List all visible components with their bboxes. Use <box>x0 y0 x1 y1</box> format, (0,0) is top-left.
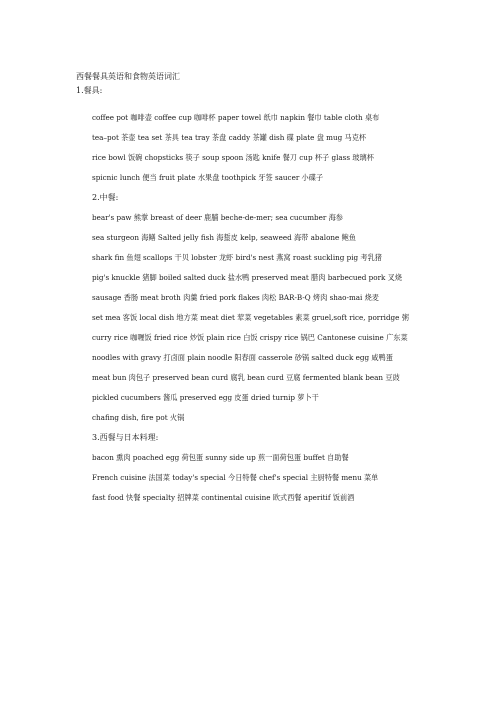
vocab-line: sea sturgeon 海鳝 Salted jelly fish 海蜇皮 kelp, seaweed 海带 abalone 鲍鱼 <box>92 233 356 242</box>
vocab-line: tea–pot 茶壶 tea set 茶具 tea tray 茶盘 caddy 茶罐 dish 碟 plate 盘 mug 马克杯 <box>92 133 367 142</box>
vocab-line: sausage 香肠 meat broth 肉羹 fried pork flakes 肉松 BAR-B-Q 烤肉 shao-mai 烧麦 <box>92 293 379 302</box>
vocab-line: chafing dish, fire pot 火锅 <box>92 413 185 422</box>
document-title: 西餐餐具英语和食物英语词汇 <box>76 72 180 81</box>
vocab-line: pig's knuckle 猪脚 boiled salted duck 盐水鸭 preserved meat 腊肉 barbecued pork 叉烧 <box>92 273 403 282</box>
vocab-line: bear's paw 熊掌 breast of deer 鹿脯 beche-de-mer; sea cucumber 海参 <box>92 213 343 222</box>
section-heading-chinese-food: 2.中餐: <box>92 193 119 202</box>
vocab-line: set mea 客饭 local dish 地方菜 meat diet 荤菜 vegetables 素菜 gruel,soft rice, porridge 粥 <box>92 313 409 322</box>
vocab-line: spicnic lunch 便当 fruit plate 水果盘 toothpick 牙签 saucer 小碟子 <box>92 173 324 182</box>
vocab-line: pickled cucumbers 酱瓜 preserved egg 皮蛋 dried turnip 萝卜干 <box>92 393 319 402</box>
vocab-line: fast food 快餐 specialty 招牌菜 continental cuisine 欧式西餐 aperitif 饭前酒 <box>92 493 355 502</box>
section-heading-tableware: 1.餐具: <box>76 86 103 95</box>
vocab-line: shark fin 鱼翅 scallops 干贝 lobster 龙虾 bird's nest 燕窝 roast suckling pig 考乳猪 <box>92 253 382 262</box>
vocab-line: curry rice 咖喱饭 fried rice 炒饭 plain rice 白饭 crispy rice 锅巴 Cantonese cuisine 广东菜 <box>92 333 408 342</box>
section-heading-western-japanese: 3.西餐与日本料理: <box>92 433 159 442</box>
vocab-line: meat bun 肉包子 preserved bean curd 腐乳 bean curd 豆腐 fermented blank bean 豆豉 <box>92 373 400 382</box>
vocab-line: bacon 熏肉 poached egg 荷包蛋 sunny side up 煎一面荷包蛋 buffet 自助餐 <box>92 453 349 462</box>
vocab-line: coffee pot 咖啡壶 coffee cup 咖啡杯 paper towel 纸巾 napkin 餐巾 table cloth 桌布 <box>92 113 380 122</box>
vocab-line: rice bowl 饭碗 chopsticks 筷子 soup spoon 汤匙 knife 餐刀 cup 杯子 glass 玻璃杯 <box>92 153 374 162</box>
vocab-line: French cuisine 法国菜 today's special 今日特餐 chef's special 主厨特餐 menu 菜单 <box>92 473 379 482</box>
vocab-line: noodles with gravy 打卤面 plain noodle 阳春面 casserole 砂锅 salted duck egg 咸鸭蛋 <box>92 353 393 362</box>
